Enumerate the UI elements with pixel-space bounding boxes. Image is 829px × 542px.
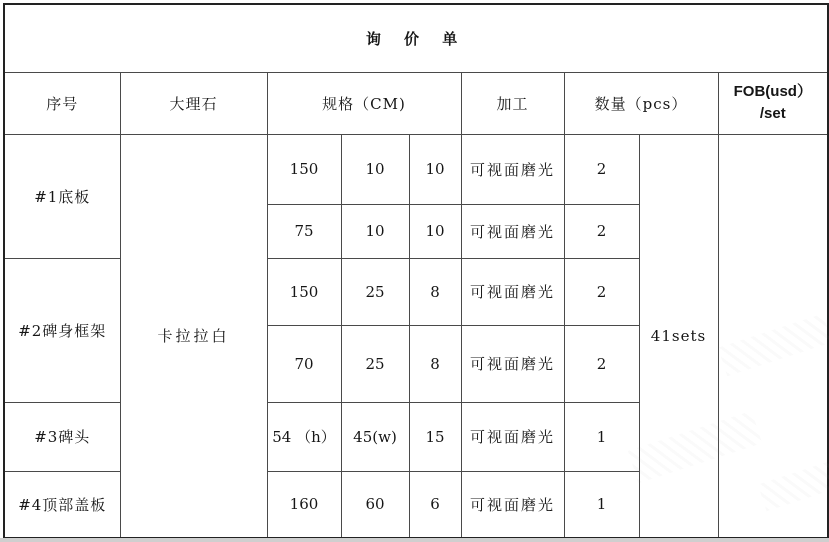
- process-cell: 可视面磨光: [461, 204, 564, 258]
- spec-dim2-cell: 25: [341, 325, 409, 402]
- col-header-spec: 规格（CM): [267, 72, 461, 134]
- item-label-2: #2碑身框架: [4, 258, 120, 402]
- spec-dim1-cell: 75: [267, 204, 341, 258]
- spec-dim1-cell: 70: [267, 325, 341, 402]
- spec-dim3-cell: 10: [409, 204, 461, 258]
- marble-type-cell: 卡拉拉白: [120, 134, 267, 538]
- spec-dim2-cell: 60: [341, 471, 409, 538]
- spec-dim1-cell: 160: [267, 471, 341, 538]
- spec-dim3-cell: 8: [409, 258, 461, 325]
- bottom-edge-strip: [0, 538, 829, 542]
- spec-dim1-cell: 150: [267, 258, 341, 325]
- qty-cell: 1: [564, 402, 639, 471]
- process-cell: 可视面磨光: [461, 471, 564, 538]
- item-label-4: #4顶部盖板: [4, 471, 120, 538]
- spec-dim3-cell: 8: [409, 325, 461, 402]
- item-label-1: #1底板: [4, 134, 120, 258]
- spec-dim2-cell: 25: [341, 258, 409, 325]
- spec-dim2-cell: 10: [341, 204, 409, 258]
- spec-dim1-cell: 54 （h）: [267, 402, 341, 471]
- col-header-process: 加工: [461, 72, 564, 134]
- col-header-serial: 序号: [4, 72, 120, 134]
- process-cell: 可视面磨光: [461, 258, 564, 325]
- process-cell: 可视面磨光: [461, 402, 564, 471]
- qty-cell: 2: [564, 134, 639, 204]
- process-cell: 可视面磨光: [461, 325, 564, 402]
- process-cell: 可视面磨光: [461, 134, 564, 204]
- spec-dim3-cell: 6: [409, 471, 461, 538]
- col-header-quantity: 数量（pcs）: [564, 72, 718, 134]
- fob-header-line2: /set: [759, 105, 786, 122]
- spec-dim2-cell: 10: [341, 134, 409, 204]
- spec-dim3-cell: 10: [409, 134, 461, 204]
- spec-dim1-cell: 150: [267, 134, 341, 204]
- qty-cell: 2: [564, 258, 639, 325]
- spec-dim2-cell: 45(w): [341, 402, 409, 471]
- total-sets-cell: 41sets: [639, 134, 718, 538]
- page-title: 询 价 单: [4, 4, 828, 72]
- col-header-marble: 大理石: [120, 72, 267, 134]
- fob-value-cell: [718, 134, 828, 538]
- qty-cell: 1: [564, 471, 639, 538]
- inquiry-table: [3, 3, 829, 539]
- item-label-3: #3碑头: [4, 402, 120, 471]
- fob-header-line1: FOB(usd）: [733, 83, 812, 101]
- col-header-fob: [718, 72, 828, 134]
- spec-dim3-cell: 15: [409, 402, 461, 471]
- qty-cell: 2: [564, 325, 639, 402]
- qty-cell: 2: [564, 204, 639, 258]
